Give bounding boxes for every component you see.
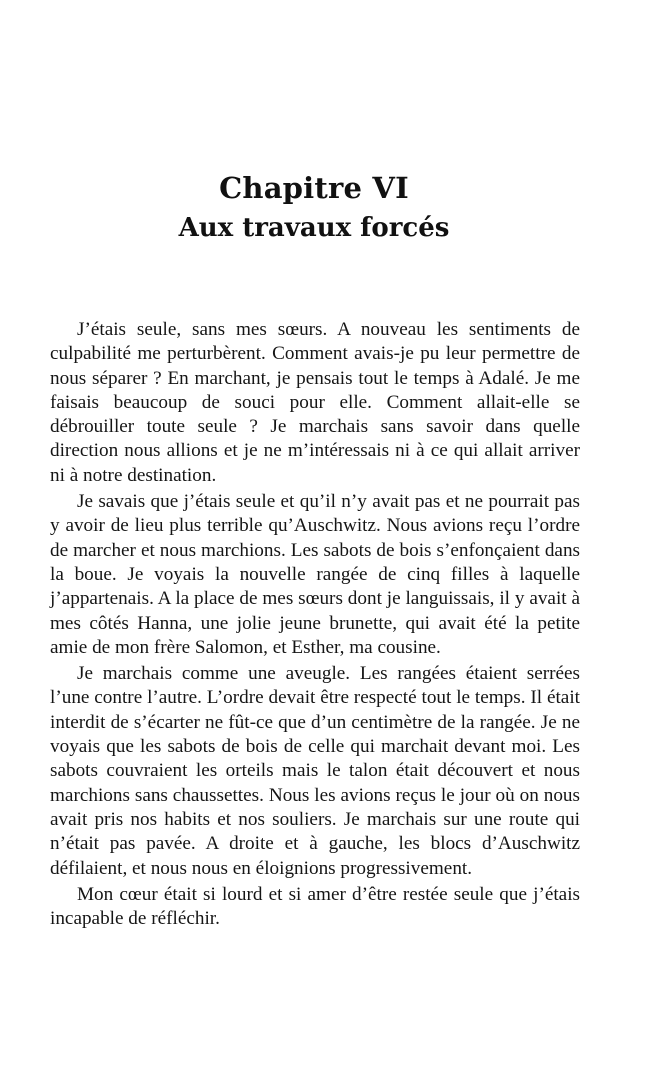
paragraph: Je savais que j’étais seule et qu’il n’y avait pas et ne pourrait pas y avoir de lieu plus terrible qu’Auschwitz. Nous avions reçu l’ordre de marcher et nous marchions. Les sabots de bois s’enfonçaient dans la boue. Je voyais la nouvelle rangée de cinq filles à laquelle j’appartenais. A la place de mes sœurs dont je languissais, il y avait à mes côtés Hanna, une jolie jeune brunette, qui avait été la petite amie de mon frère Salomon, et Esther, ma cousine. — [50, 491, 580, 658]
paragraph: Je marchais comme une aveugle. Les rangées étaient serrées l’une contre l’autre. L’ordre devait être respecté tout le temps. Il était interdit de s’écarter ne fût-ce que d’un centimètre de la rangée. Je ne voyais que les sabots de bois de celle qui marchait devant moi. Les sabots couvraient les orteils mais le talon était découvert et nous marchions sans chaussettes. Nous les avions reçus le jour où on nous avait pris nos habits et nos souliers. Je marchais sur une route qui n’était pas pavée. A droite et à gauche, les blocs d’Auschwitz défilaient, et nous nous en éloignions progressivement. — [50, 663, 580, 879]
paragraph: J’étais seule, sans mes sœurs. A nouveau les sentiments de culpabilité me perturbèrent. Comment avais-je pu leur permettre de nous séparer ? En marchant, je pensais tout le temps à Adalé. Je me faisais beaucoup de souci pour elle. Comment allait-elle se débrouiller toute seule ? Je marchais sans savoir dans quelle direction nous allions et je ne m’intéressais ni à ce qui allait arriver ni à notre destination. — [50, 319, 580, 486]
chapter-heading — [0, 168, 628, 248]
paragraph: Mon cœur était si lourd et si amer d’être restée seule que j’étais incapable de réfléchir. — [50, 883, 580, 930]
chapter-title: Aux travaux forcés — [178, 213, 450, 243]
chapter-number: Chapitre VI — [219, 171, 409, 205]
chapter-body — [50, 318, 580, 933]
